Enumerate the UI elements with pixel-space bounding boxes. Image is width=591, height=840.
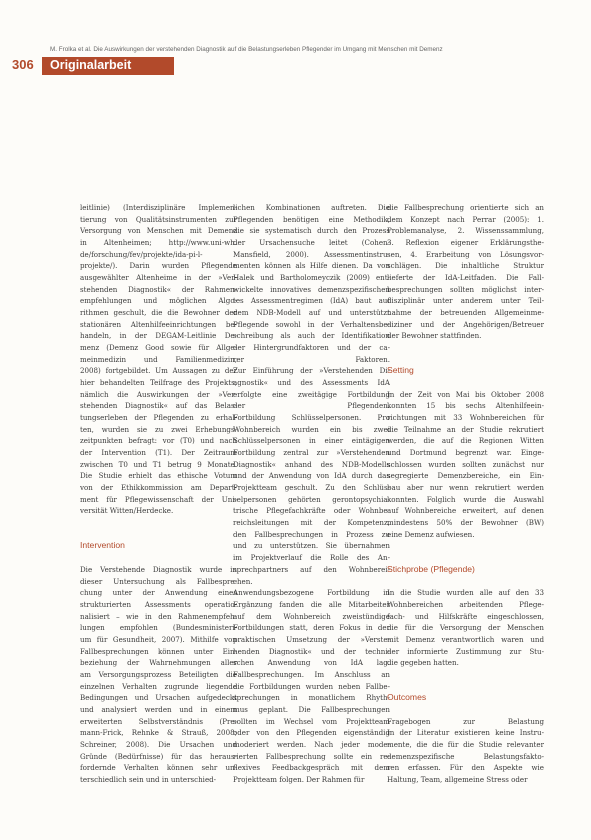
text-line: den Fallbesprechungen in Prozess zu xyxy=(233,529,390,539)
text-line: wickelte innovatives demenzspezifischen xyxy=(233,284,390,294)
text-line: um für Gesundheit, 2007). Mithilfe von xyxy=(80,634,237,644)
text-line: die Fortbildungen wurden neben Fallbe- xyxy=(233,681,390,691)
text-column-1 xyxy=(80,202,237,786)
text-line: von der Ethikkommission am Depart- xyxy=(80,483,237,493)
text-line: der Pflegenden. xyxy=(233,401,390,411)
text-line: sen, 4. Erarbeitung von Lösungsvor- xyxy=(387,249,544,259)
section-heading: Setting xyxy=(387,365,414,376)
text-line: ren erfassen. Für den Aspekte wie xyxy=(387,763,544,773)
blank-line xyxy=(387,552,544,564)
text-line: meinmedizin und Familienmedizin, xyxy=(80,354,237,364)
text-line: oder von den Pflegenden eigenständig xyxy=(233,728,390,738)
text-line: stationären Altenhilfeeinrichtungen be- xyxy=(80,319,237,329)
text-line: dem NDB-Modell auf und unterstützt xyxy=(233,308,390,318)
text-line: terschiedlich sein und in unterschied- xyxy=(80,774,217,784)
text-line: stehenden Diagnostik« auf das Belas- xyxy=(80,401,237,411)
text-line: de/forschung/fev/projekte/ida-pi-l- xyxy=(80,249,203,259)
text-line: der Bewohner stattfinden. xyxy=(387,331,482,341)
text-line: chen. xyxy=(233,576,253,586)
text-line: Projektteam geschult. Zu den Schlüs- xyxy=(233,483,390,493)
text-line: Schreiner, 2008). Die Ursachen und xyxy=(80,739,237,749)
text-line: menz (Demenz Good sowie für Allge- xyxy=(80,343,237,353)
text-line: Die Studie erhielt das ethische Votum xyxy=(80,471,237,481)
text-line: mann-Frick, Rehnke & Strauß, 2008; xyxy=(80,728,237,738)
text-column-2 xyxy=(233,202,390,786)
text-line: der Ursachensuche leitet (Cohen- xyxy=(233,238,390,248)
text-line: dem Konzept nach Perrar (2005): 1. xyxy=(387,214,544,224)
text-line: Ergänzung fanden die alle Mitarbeiter xyxy=(233,599,390,609)
text-line: rierten Fallbesprechung sollte ein re- xyxy=(233,751,390,761)
text-line: in Altenheimen; http://www.uni-wh. xyxy=(80,238,237,248)
text-line: der informierte Zustimmung zur Stu- xyxy=(387,646,544,656)
text-line: mus geplant. Die Fallbesprechungen xyxy=(233,704,390,714)
text-line: nahme der betreuenden Allgemeinme- xyxy=(387,308,544,318)
text-line: richtungen mit 33 Wohnbereichen für xyxy=(387,413,544,423)
text-line: lieferte der IdA-Leitfaden. Die Fall- xyxy=(387,273,544,283)
blank-line xyxy=(387,704,544,716)
blank-line xyxy=(80,552,237,564)
text-line: projekte/). Darin wurden Pflegende xyxy=(80,261,237,271)
text-line: menten können als Hilfe dienen. Da von xyxy=(233,261,390,271)
text-line: handeln, in der DEGAM-Leitlinie De- xyxy=(80,331,237,341)
text-line: die gegeben hatten. xyxy=(387,658,459,668)
text-line: 2008) fortgebildet. Um Aussagen zu der xyxy=(80,366,237,376)
text-line: der Hintergrundfaktoren und der ca- xyxy=(233,343,390,353)
text-line: erfolgte eine zweitägige Fortbildung xyxy=(233,389,390,399)
text-line: fordernde Verhalten können sehr un- xyxy=(80,763,237,773)
section-heading: Outcomes xyxy=(387,692,427,703)
blank-line xyxy=(387,354,544,366)
text-line: agnostik« und des Assessments IdA xyxy=(233,378,390,388)
text-line: Haltung, Team, allgemeine Stress oder xyxy=(387,774,528,784)
text-line: am Versorgungsprozess Beteiligten die xyxy=(80,669,237,679)
text-line: ausgewählter Altenheime in der »Ver- xyxy=(80,273,237,283)
text-line: hier behandelten Teilfrage des Projekts, xyxy=(80,378,237,388)
text-line: konnten 15 bis sechs Altenhilfeein- xyxy=(387,401,544,411)
text-line: reichsleitungen mit der Kompetenz, xyxy=(233,518,390,528)
text-line: mit Demenz verantwortlich waren und xyxy=(387,634,544,644)
text-line: auf Wohnbereiche erweitert, auf denen xyxy=(387,506,544,516)
section-heading: Stichprobe (Pflegende) xyxy=(387,563,475,574)
text-line: die für die Versorgung der Menschen xyxy=(387,623,544,633)
text-line: demenzspezifische Belastungsfakto- xyxy=(387,751,544,761)
blank-line xyxy=(387,377,544,389)
text-line: Wohnbereich wurden ein bis zwei xyxy=(233,424,390,434)
text-line: zwischen T0 und T1 betrug 9 Monate. xyxy=(80,459,237,469)
blank-line xyxy=(387,669,544,681)
text-line: trische Pflegefachkräfte oder Wohnbe- xyxy=(233,506,390,516)
text-line: ment für Pflegewissenschaft der Uni- xyxy=(80,494,237,504)
text-line: besprechungen sollten möglichst inter- xyxy=(387,284,544,294)
text-line: tungserleben der Pflegenden zu erhal- xyxy=(80,413,237,423)
text-line: Fortbildung zentral zur »Verstehenden xyxy=(233,448,390,458)
text-line: fach- und Hilfskräfte eingeschlossen, xyxy=(387,611,544,621)
text-line: beziehung der Wahrnehmungen aller xyxy=(80,658,237,668)
text-line: die Teilnahme an der Studie rekrutiert xyxy=(387,424,544,434)
running-header: M. Frolka et al. Die Auswirkungen der verstehenden Diagnostik auf die Belastungserleben Pflegender im Umgang mit Menschen mit Demenz xyxy=(50,46,443,53)
text-line: disziplinär unter anderem unter Teil- xyxy=(387,296,544,306)
blank-line xyxy=(80,529,237,541)
text-line: schen Anwendung von IdA lag. xyxy=(233,658,390,668)
text-line: sprechpartners auf den Wohnberei- xyxy=(233,564,390,574)
text-line: sollten im Wechsel vom Projektteam xyxy=(233,716,390,726)
text-line: auf dem Wohnbereich zweistündige xyxy=(233,611,390,621)
blank-line xyxy=(80,517,237,529)
text-line: empfehlungen und möglichen Algo- xyxy=(80,296,237,306)
blank-line xyxy=(387,576,544,588)
text-line: und der Anwendung von IdA durch das xyxy=(233,471,390,481)
text-line: einzelnen Verhalten zugrunde liegende xyxy=(80,681,237,691)
text-line: In die Studie wurden alle auf den 33 xyxy=(387,588,544,598)
text-line: konnten. Folglich wurde die Auswahl xyxy=(387,494,544,504)
text-line: strukturierten Assessments operatio- xyxy=(80,599,237,609)
text-line: erweiterten Selbstverständnis (Pre- xyxy=(80,716,237,726)
text-line: rithmen geschult, die die Bewohner der xyxy=(80,308,237,318)
text-line: Fortbildungen statt, deren Fokus in der xyxy=(233,623,390,633)
page-number: 306 xyxy=(12,57,34,72)
text-line: dieser Untersuchung als Fallbespre- xyxy=(80,576,237,586)
text-line: bau aber nur wenn rekrutiert werden xyxy=(387,483,544,493)
text-line: im Projektverlauf die Rolle des An- xyxy=(233,553,390,563)
text-line: Anwendungsbezogene Fortbildung in xyxy=(233,588,390,598)
text-line: die sie systematisch durch den Prozess xyxy=(233,226,390,236)
text-line: tierung von Qualitätsinstrumenten zur xyxy=(80,214,237,224)
text-line: Halek und Bartholomeyczik (2009) ent- xyxy=(233,273,390,283)
section-label: Originalarbeit xyxy=(50,58,132,72)
text-line: Fallbesprechungen können unter Ein- xyxy=(80,646,237,656)
text-line: Projektteam folgen. Der Rahmen für xyxy=(233,774,365,784)
text-line: der Intervention (T1). Der Zeitraum xyxy=(80,448,237,458)
text-line: Die Verstehende Diagnostik wurde in xyxy=(80,564,237,574)
text-line: zeitpunkten befragt: vor (T0) und nach xyxy=(80,436,237,446)
blank-line xyxy=(387,342,544,354)
text-line: henden Diagnostik« und der techni- xyxy=(233,646,390,656)
text-line: nämlich die Auswirkungen der »Ver- xyxy=(80,389,237,399)
text-line: moderiert werden. Nach jeder mode- xyxy=(233,739,390,749)
text-line: Pflegenden benötigen eine Methodik, xyxy=(233,214,390,224)
text-line: lungen empfohlen (Bundesministeri- xyxy=(80,623,237,633)
text-line: Wohnbereichen arbeitenden Pflege- xyxy=(387,599,544,609)
text-line: In der Literatur existieren keine Instru- xyxy=(387,728,544,738)
blank-line xyxy=(387,681,544,693)
text-line: mindestens 50% der Bewohner (BW) xyxy=(387,518,544,528)
text-line: lichen Kombinationen auftreten. Die xyxy=(233,203,390,212)
text-line: Fragebogen zur Belastung xyxy=(387,716,544,726)
text-line: rer Faktoren. xyxy=(233,354,390,364)
text-line: mente, die die für die Studie relevanter xyxy=(387,739,544,749)
text-line: In der Zeit von Mai bis Oktober 2008 xyxy=(387,389,544,399)
text-line: Diagnostik« anhand des NDB-Modells xyxy=(233,459,390,469)
text-line: ten, wurden sie zu zwei Erhebungs- xyxy=(80,424,237,434)
text-line: diziner und der Angehörigen/Betreuer xyxy=(387,319,544,329)
text-line: nalisiert – wie in den Rahmenempfeh- xyxy=(80,611,237,621)
text-line: leitlinie) (Interdisziplinäre Implemen- xyxy=(80,203,237,212)
text-line: Versorgung von Menschen mit Demenz xyxy=(80,226,237,236)
text-line: und Dortmund begrenzt war. Einge- xyxy=(387,448,544,458)
text-line: Gründe (Bedürfnisse) für das heraus- xyxy=(80,751,237,761)
text-column-3 xyxy=(387,202,544,786)
text-line: sprechungen in monatlichem Rhyth- xyxy=(233,693,390,703)
text-line: flexives Feedbackgespräch mit dem xyxy=(233,763,390,773)
text-line: tes Assessmentregimen (IdA) baut auf xyxy=(233,296,390,306)
text-line: Mansfield, 2000). Assessmentinstru- xyxy=(233,249,390,259)
text-line: schlägen. Die inhaltliche Struktur xyxy=(387,261,544,271)
text-line: und zu unterstützen. Sie übernahmen xyxy=(233,541,390,551)
text-line: stehenden Diagnostik« der Rahmen- xyxy=(80,284,237,294)
text-line: und analysiert werden und in einem xyxy=(80,704,237,714)
text-line: Fortbildung Schlüsselpersonen. Pro xyxy=(233,413,390,423)
text-line: schlossen wurden sollten zunächst nur xyxy=(387,459,544,469)
text-line: Fallbesprechungen. Im Anschluss an xyxy=(233,669,390,679)
blank-line xyxy=(387,540,544,552)
text-line: Zur Einführung der »Verstehenden Di- xyxy=(233,366,390,376)
text-line: Pflegende sowohl in der Verhaltensbe- xyxy=(233,319,390,329)
text-line: segregierte Demenzbereiche, ein Ein- xyxy=(387,471,544,481)
text-line: Schlüsselpersonen in einer eintägigen xyxy=(233,436,390,446)
text-line: versität Witten/Herdecke. xyxy=(80,506,174,516)
text-line: die Fallbesprechung orientierte sich an xyxy=(387,203,544,212)
section-heading: Intervention xyxy=(80,540,125,551)
text-line: werden, die auf die Regionen Witten xyxy=(387,436,544,446)
text-line: praktischen Umsetzung der »Verste- xyxy=(233,634,390,644)
text-line: chung unter der Anwendung eines xyxy=(80,588,237,598)
text-line: schreibung als auch der Identifikation xyxy=(233,331,390,341)
text-line: Bedingungen und Ursachen aufgedeckt xyxy=(80,693,237,703)
text-line: eine Demenz aufwiesen. xyxy=(387,529,475,539)
text-line: selpersonen gehörten gerontopsychia- xyxy=(233,494,390,504)
text-line: 3. Reflexion eigener Erklärungsthe- xyxy=(387,238,544,248)
text-line: Problemanalyse, 2. Wissenssammlung, xyxy=(387,226,544,236)
